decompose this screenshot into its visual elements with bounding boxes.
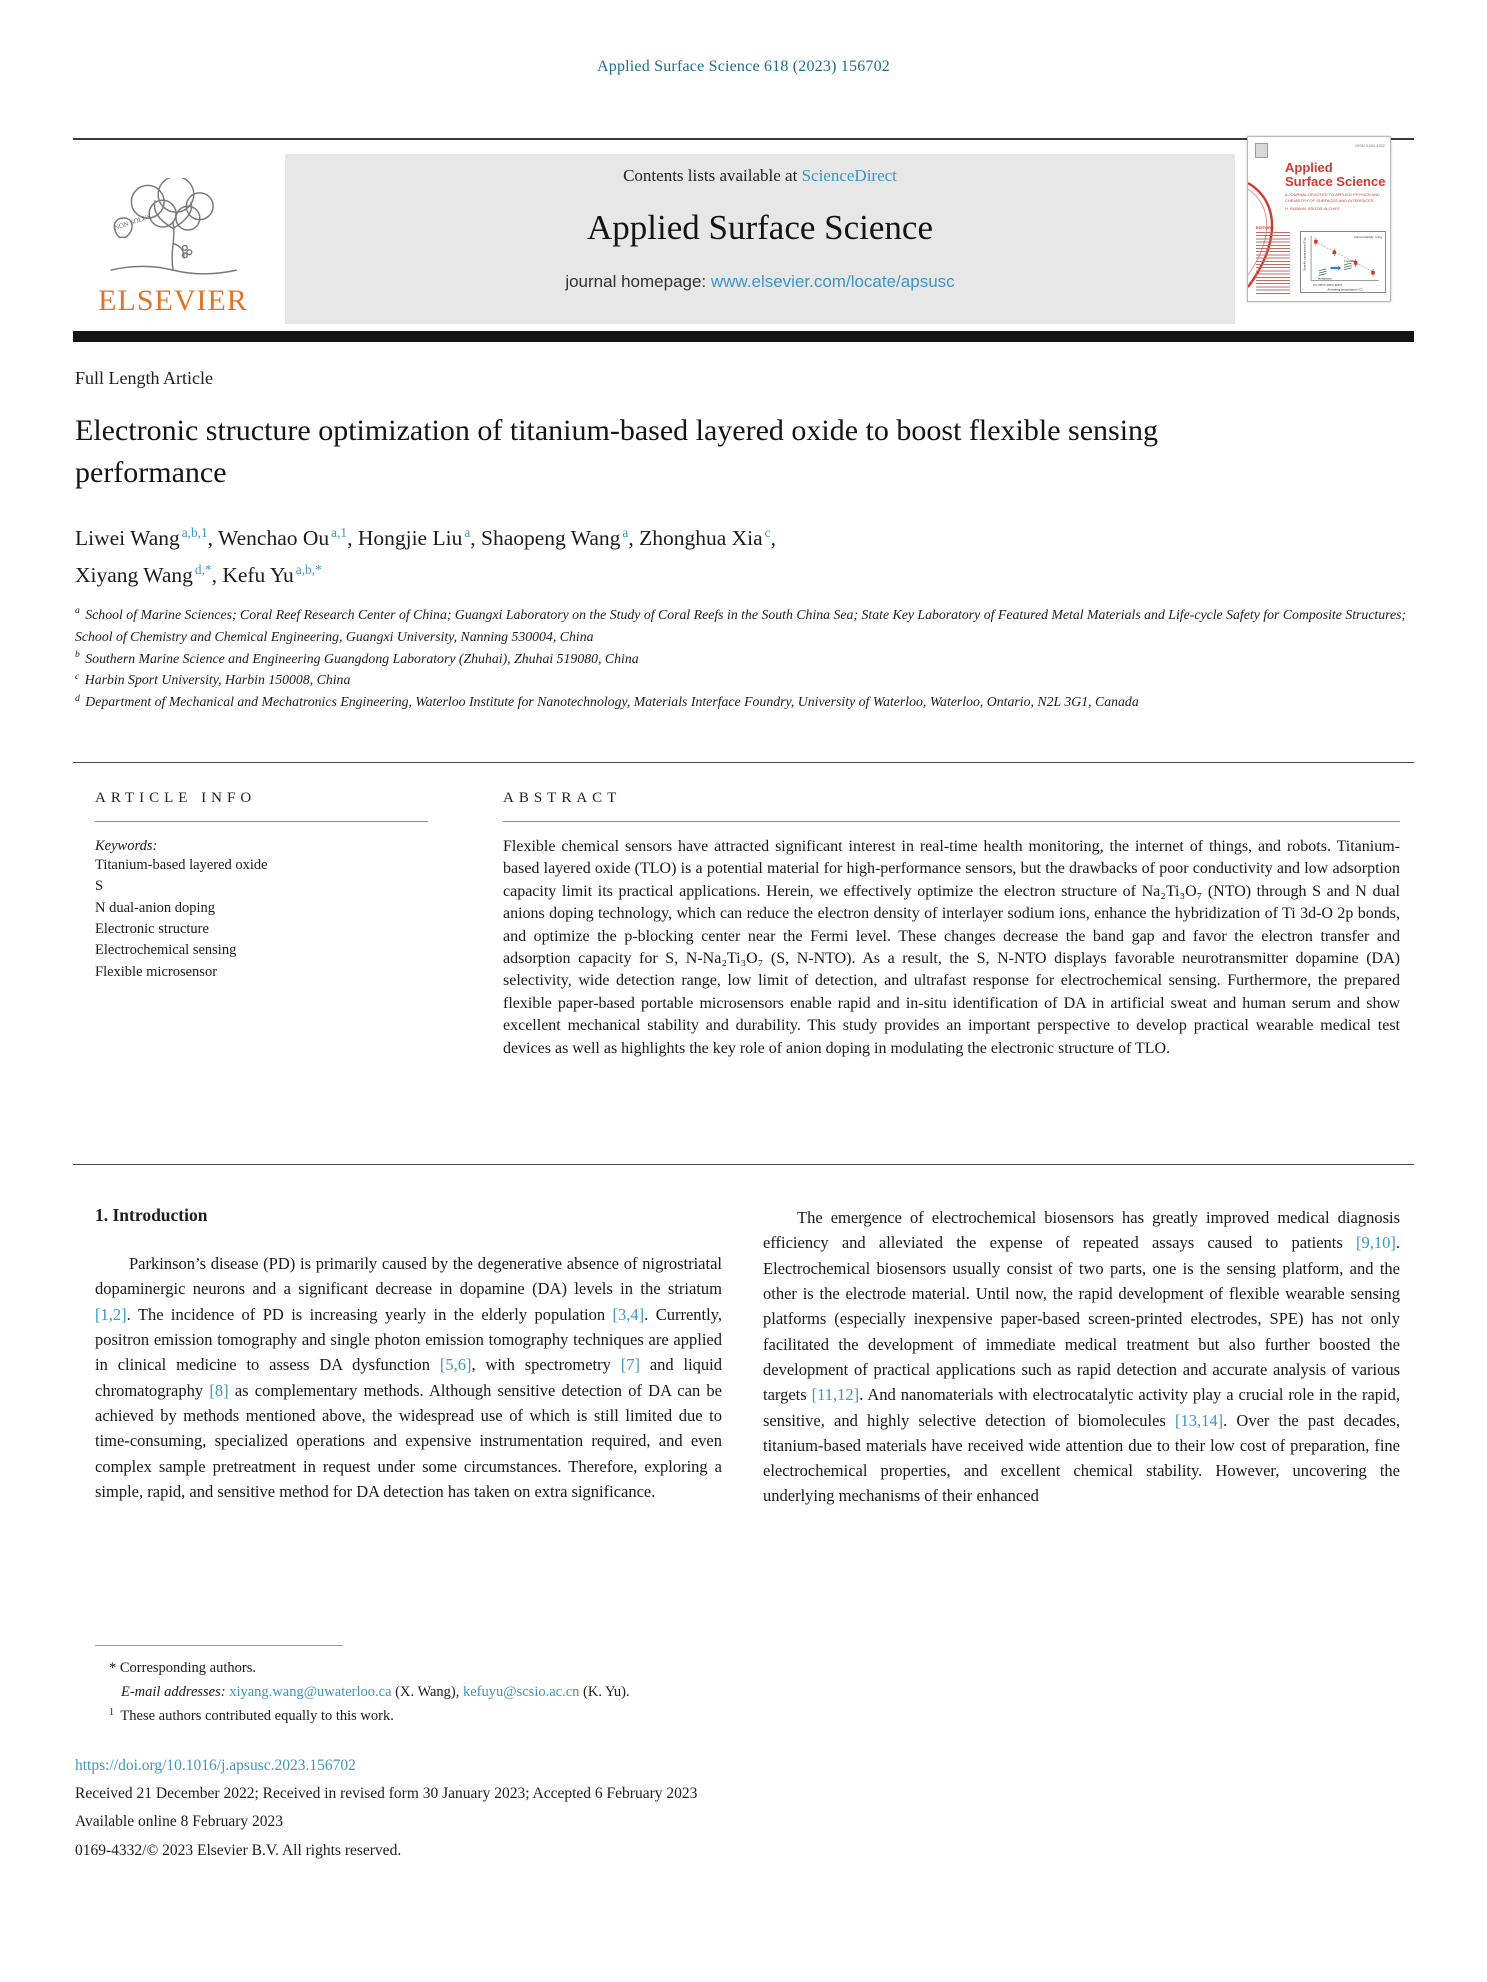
svg-text:Specific capacitance (F/g): Specific capacitance (F/g) bbox=[1302, 237, 1307, 271]
svg-text:Current density: 1 A/g: Current density: 1 A/g bbox=[1353, 234, 1382, 239]
abstract-heading: ABSTRACT bbox=[503, 790, 622, 806]
keyword: N dual-anion doping bbox=[95, 899, 216, 916]
keyword: Electronic structure bbox=[95, 920, 209, 937]
body-left-column bbox=[95, 1205, 722, 1504]
svg-text:Annealing temperature (°C): Annealing temperature (°C) bbox=[1327, 287, 1363, 292]
cover-chart-arrow bbox=[1330, 265, 1341, 270]
contents-line bbox=[285, 166, 1235, 186]
cover-issn: ISSN 0169-4332 bbox=[1355, 143, 1385, 148]
article-info-rule bbox=[95, 821, 428, 822]
affiliation-b: $^b$ Southern Marine Science and Engineering Guangdong Laboratory (Zhuhai), Zhuhai 519080, China bbox=[75, 649, 639, 666]
cover-subtitle: A JOURNAL DEVOTED TO APPLIED PHYSICS AND CHEMISTRY OF SURFACES AND INTERFACES bbox=[1285, 192, 1380, 203]
abstract-column bbox=[503, 790, 1400, 1060]
top-rule bbox=[73, 138, 1414, 140]
elsevier-tree-icon bbox=[98, 178, 248, 282]
received-dates-line: Received 21 December 2022; Received in revised form 30 January 2023; Accepted 6 February 2023 bbox=[75, 1785, 698, 1803]
svg-text:Crystalline: Crystalline bbox=[1343, 260, 1357, 263]
available-online-line: Available online 8 February 2023 bbox=[75, 1813, 284, 1831]
cover-editors-list bbox=[1256, 232, 1290, 294]
journal-title: Applied Surface Science bbox=[587, 208, 933, 247]
cover-title: Applied Surface Science bbox=[1285, 160, 1386, 189]
corresponding-authors-note: * Corresponding authors. bbox=[109, 1660, 256, 1676]
masthead bbox=[73, 143, 1414, 328]
keyword: Titanium-based layered oxide bbox=[95, 857, 268, 873]
elsevier-wordmark: ELSEVIER bbox=[98, 284, 248, 317]
author-list bbox=[75, 520, 1315, 594]
journal-citation[interactable]: Applied Surface Science 618 (2023) 156702 bbox=[596, 58, 890, 75]
article-info-heading: ARTICLE INFO bbox=[95, 790, 257, 806]
cover-editor-line: H. RUBAHN, EDITOR-IN-CHIEF bbox=[1285, 207, 1340, 211]
body-right-column bbox=[763, 1205, 1400, 1509]
doi-link[interactable]: https://doi.org/10.1016/j.apsusc.2023.156702 bbox=[75, 1757, 356, 1774]
email-addresses-note: E-mail addresses: xiyang.wang@uwaterloo.ca (X. Wang), kefuyu@scsio.ac.cn (K. Yu). bbox=[121, 1684, 630, 1701]
article-info-column bbox=[95, 790, 428, 983]
keyword: S bbox=[95, 878, 104, 895]
author-line-2: Xiyang Wang $^{d,*}$, Kefu Yu $^{a,b,*}$ bbox=[75, 561, 322, 587]
cover-editors-label: EDITORS bbox=[1256, 225, 1274, 230]
article-title: Electronic structure optimization of titanium-based layered oxide to boost flexible sensing performance bbox=[75, 414, 1159, 489]
homepage-prefix: journal homepage: bbox=[565, 272, 711, 291]
journal-header-box bbox=[285, 154, 1235, 324]
elsevier-logo bbox=[73, 178, 273, 318]
equal-contribution-note: $^1$ These authors contributed equally to this work. bbox=[109, 1706, 394, 1725]
affiliations bbox=[75, 604, 1412, 713]
body-paragraph: Parkinson’s disease (PD) is primarily caused by the degenerative absence of nigrostriatal dopaminergic neurons and a significant decrease in dopamine (DA) levels in the striatum [1,2]. The incidence of PD is increasing yearly in the elderly population [3,4]. Currently, positron emission tomography and single photon emission tomography techniques are applied in clinical medicine to assess DA dysfunction [5,6], with spectrometry [7] and liquid chromatography [8] as complementary methods. Although sensitive detection of DA can be achieved by methods mentioned above, the widespread use of which is still limited due to time-consuming, specialized operations and expensive instrumentation required, and even complex sample pretreatment in request under some circumstances. Therefore, exploring a simple, rapid, and sensitive method for DA detection has taken on extra significance. bbox=[95, 1254, 723, 1501]
abstract-text: Flexible chemical sensors have attracted significant interest in real-time health monitoring, the internet of things, and robots. Titanium-based layered oxide (TLO) is a potential material for high-performance sensors, but the drawbacks of poor conductivity and low adsorption capacity limit its practical applications. Herein, we effectively optimize the electron structure of Na₂Ti₃O₇ (NTO) through S and N dual anions doping technology, which can reduce the electron density of interlayer sodium ions, enhance the hybridization of Ti 3d-O 2p bonds, and optimize the p-blocking center near the Fermi level. These changes decrease the band gap and favor the electron transfer and adsorption capacity for S, N-Na₂Ti₃O₇ (S, N-NTO). As a result, the S, N-NTO displays favorable neurotransmitter dopamine (DA) selectivity, wide detection range, low limit of detection, and ultrafast response for electrochemical sensing. Furthermore, the prepared flexible paper-based portable microsensors enable rapid and in-situ identification of DA in artificial sweat and human serum and show excellent mechanical stability and durability. This study provides an important perspective to develop practical wearable medical test devices as well as highlights the key role of anion doping in modulating the electronic structure of TLO. bbox=[503, 838, 1400, 1057]
contents-prefix: Contents lists available at bbox=[623, 166, 802, 185]
footnotes bbox=[95, 1656, 995, 1729]
keyword: Flexible microsensor bbox=[95, 963, 218, 980]
svg-text:0°C 200°C 400°C 600°C: 0°C 200°C 400°C 600°C bbox=[1313, 284, 1343, 288]
footnote-divider bbox=[95, 1645, 343, 1646]
cover-mini-logo bbox=[1255, 143, 1268, 158]
affiliation-c: $^c$ Harbin Sport University, Harbin 150008, China bbox=[75, 670, 351, 688]
affiliation-d: $^d$ Department of Mechanical and Mechatronics Engineering, Waterloo Institute for Nanotechnology, Materials Interface Foundry, University of Waterloo, Waterloo, Ontario, N2L 3G1, Canada bbox=[75, 692, 1139, 710]
cover-chart bbox=[1300, 231, 1386, 293]
section-rule-top bbox=[73, 762, 1414, 763]
body-paragraph: The emergence of electrochemical biosensors has greatly improved medical diagnosis efficiency and alleviated the expense of repeated assays caused to patients [9,10]. Electrochemical biosensors usually consist of two parts, one is the sensing platform, and the other is the electrode material. Until now, the rapid development of flexible wearable sensing platforms (especially inexpensive paper-based screen-printed electrodes, SPE) has not only facilitated the development of immediate medical treatment but also further boosted the development of practical applications such as rapid detection and accurate analysis of various targets [11,12]. And nanomaterials with electrocatalytic activity play a crucial role in the rapid, sensitive, and highly selective detection of biomolecules [13,14]. Over the past decades, titanium-based materials have received wide attention due to their low cost of preparation, fine electrochemical properties, and excellent chemical stability. However, uncovering the underlying mechanisms of their enhanced bbox=[763, 1208, 1401, 1506]
black-divider-bar bbox=[73, 331, 1414, 342]
sciencedirect-link[interactable]: ScienceDirect bbox=[801, 166, 897, 185]
non-solus-banner: NON SOLUS bbox=[113, 213, 152, 232]
homepage-line bbox=[285, 272, 1235, 292]
article-type-label: Full Length Article bbox=[75, 368, 213, 388]
author-line-1: Liwei Wang $^{a,b,1}$, Wenchao Ou $^{a,1}$, Hongjie Liu $^a$, Shaopeng Wang $^a$, Zhonghua Xia $^c$, bbox=[75, 524, 776, 550]
footer-block bbox=[75, 1752, 1275, 1865]
affiliation-a: $^a$ School of Marine Sciences; Coral Reef Research Center of China; Guangxi Laboratory on the Study of Coral Reefs in the South China Sea; State Key Laboratory of Featured Metal Materials and Life-cycle Safety for Composite Structures; School of Chemistry and Chemical Engineering, Guangxi University, Nanning 530004, China bbox=[75, 605, 1407, 644]
svg-text:Amorphous: Amorphous bbox=[1317, 277, 1332, 281]
homepage-link[interactable]: www.elsevier.com/locate/apsusc bbox=[710, 272, 955, 291]
keyword: Electrochemical sensing bbox=[95, 942, 237, 959]
journal-cover-thumbnail[interactable] bbox=[1247, 136, 1391, 302]
abstract-rule bbox=[503, 821, 1400, 822]
section-rule-bottom bbox=[73, 1164, 1414, 1165]
keywords-label: Keywords: bbox=[95, 838, 158, 854]
copyright-line: 0169-4332/© 2023 Elsevier B.V. All rights reserved. bbox=[75, 1841, 402, 1859]
section-heading-introduction: 1. Introduction bbox=[95, 1205, 208, 1225]
